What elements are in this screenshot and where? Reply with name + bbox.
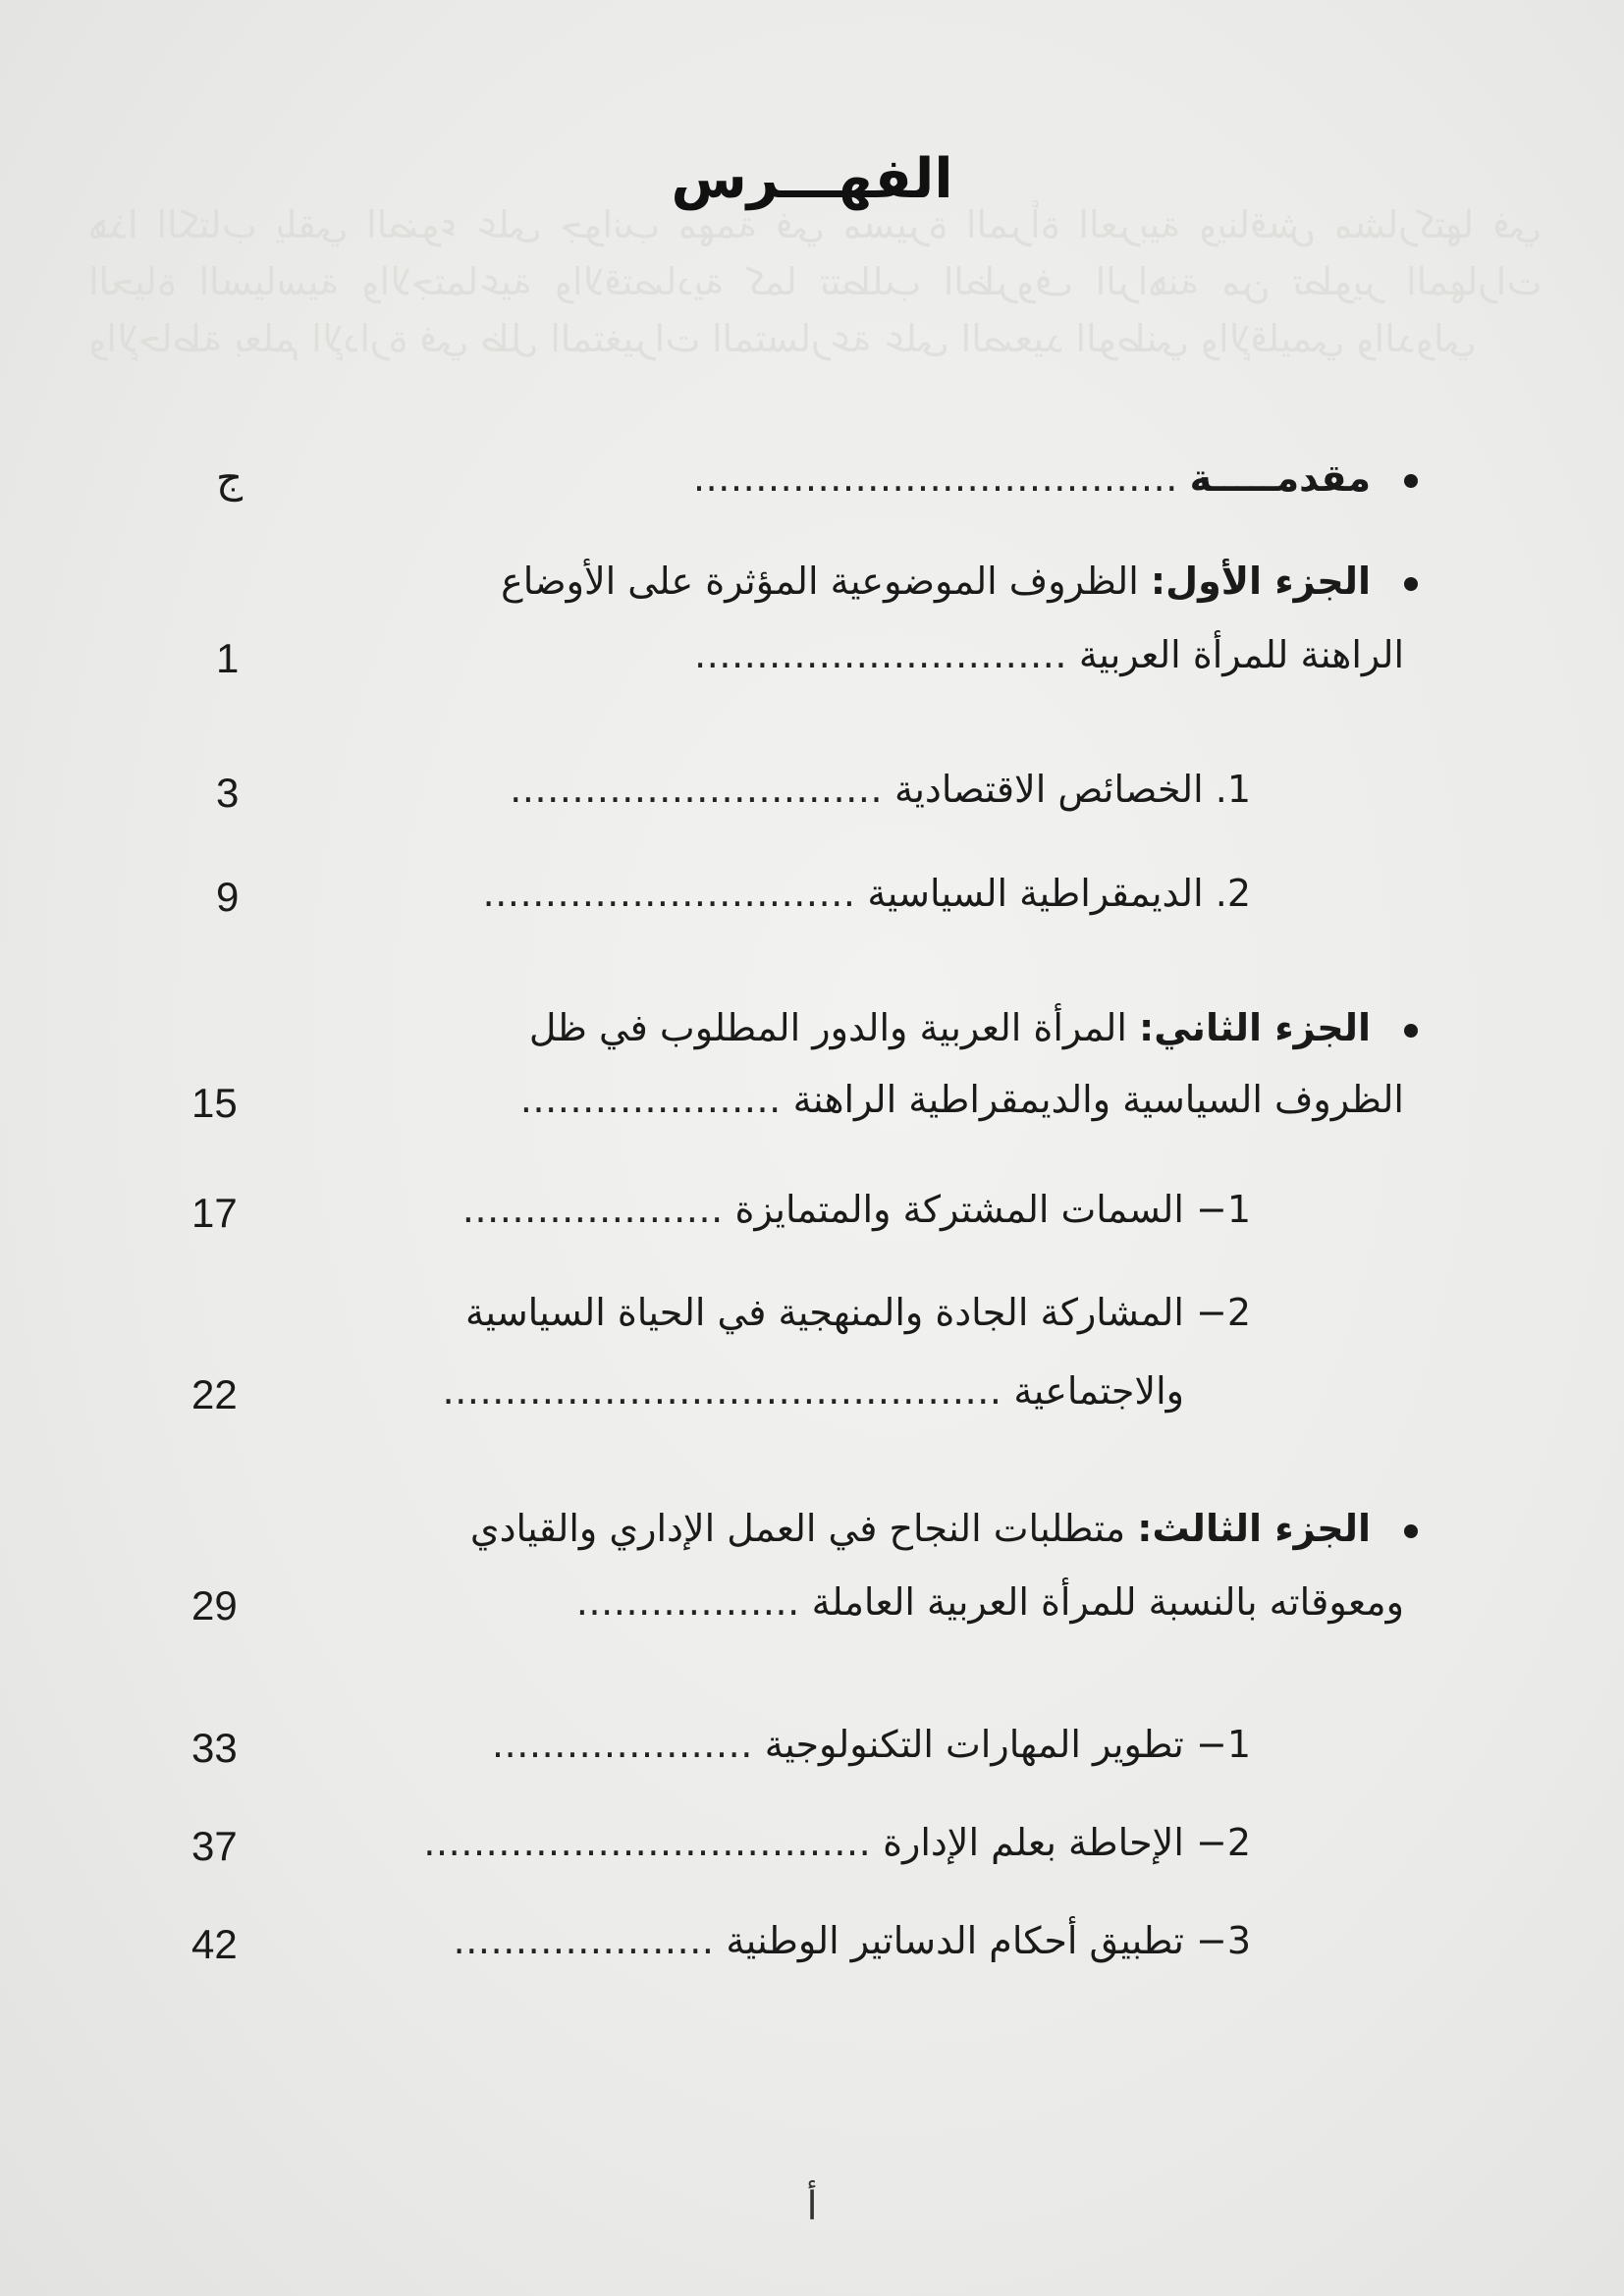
- toc-leader: …………………: [453, 1919, 715, 1962]
- toc-leader: ………………………………………: [442, 1369, 1002, 1413]
- toc-leader: …………………………: [482, 872, 856, 915]
- toc-page-number: ج: [216, 454, 244, 501]
- bullet-icon: [1404, 1524, 1418, 1538]
- toc-label: والاجتماعية: [1013, 1369, 1184, 1413]
- toc-leader: …………………: [491, 1723, 753, 1766]
- toc-entry-part3-cont[interactable]: [576, 1580, 1404, 1624]
- toc-leader: ………………: [575, 1580, 800, 1624]
- toc-entry-p2s1[interactable]: [461, 1188, 1251, 1231]
- toc-part-label: الجزء الثاني:: [1139, 1006, 1371, 1049]
- toc-entry-p1s2[interactable]: [482, 872, 1251, 915]
- toc-entry-part1[interactable]: [501, 560, 1418, 603]
- toc-label: متطلبات النجاح في العمل الإداري والقيادي: [469, 1507, 1138, 1550]
- toc-label: 2− الإحاطة بعلم الإدارة: [883, 1821, 1251, 1864]
- toc-page-number: 1: [216, 635, 240, 681]
- toc-label: 3− تطبيق أحكام الدساتير الوطنية: [726, 1919, 1251, 1962]
- toc-entry-p3s3[interactable]: [453, 1919, 1251, 1962]
- toc-part-label: الجزء الثالث:: [1137, 1507, 1371, 1550]
- page-footer-number: أ: [806, 2184, 818, 2229]
- toc-page-number: 17: [191, 1190, 238, 1236]
- toc-leader: …………………: [519, 1078, 782, 1121]
- bullet-icon: [1404, 1024, 1418, 1038]
- toc-label: مقدمـــــة: [1189, 456, 1371, 500]
- toc-label: 2− المشاركة الجادة والمنهجية في الحياة السياسية: [465, 1291, 1251, 1334]
- toc-label: المرأة العربية والدور المطلوب في ظل: [528, 1006, 1140, 1049]
- toc-leader: …………………………: [509, 768, 883, 811]
- toc-page-number: 33: [191, 1725, 238, 1771]
- toc-entry-intro[interactable]: [693, 456, 1418, 500]
- toc-entry-p3s2[interactable]: [423, 1821, 1251, 1864]
- toc-entry-part1-cont[interactable]: [694, 633, 1404, 676]
- toc-entry-part3[interactable]: [470, 1507, 1418, 1550]
- toc-label: الراهنة للمرأة العربية: [1078, 633, 1404, 676]
- bleed-through-texture: هذا الكتاب يلقي الضوء على جوانب مهمة في مسيرة المرأة العربية ويناقش مشاركتها في الحياة السياسية والاجتماعية والاقتصادية كما تتطلب الظروف الراهنة من تطوير المهارات والإحاطة بعلم الإدارة في ظل المتغيرات المتسارعة على الصعيد الوطني والإقليمي والدولي: [88, 203, 1542, 360]
- toc-entry-part2[interactable]: [529, 1006, 1418, 1049]
- toc-label: ومعوقاته بالنسبة للمرأة العربية العاملة: [811, 1580, 1404, 1624]
- toc-leader: …………………: [461, 1188, 724, 1231]
- toc-page-number: 3: [216, 770, 240, 816]
- toc-page-number: 15: [191, 1080, 238, 1126]
- toc-leader: ………………………………: [422, 1821, 871, 1864]
- toc-leader: …………………………: [693, 633, 1067, 676]
- toc-entry-part2-cont[interactable]: [520, 1078, 1404, 1121]
- toc-entry-p3s1[interactable]: [492, 1723, 1251, 1766]
- toc-label: الظروف السياسية والديمقراطية الراهنة: [792, 1078, 1404, 1121]
- toc-label: 2. الديمقراطية السياسية: [867, 872, 1251, 915]
- page-title: الفهـــرس: [671, 147, 953, 211]
- toc-entry-p2s2-cont[interactable]: [442, 1369, 1184, 1413]
- toc-entry-p1s1[interactable]: [510, 768, 1251, 811]
- toc-leader: …………………………………: [692, 456, 1178, 500]
- toc-page-number: 9: [216, 874, 240, 920]
- bullet-icon: [1404, 577, 1418, 591]
- toc-label: 1− تطوير المهارات التكنولوجية: [764, 1723, 1251, 1766]
- toc-label: 1. الخصائص الاقتصادية: [893, 768, 1251, 811]
- toc-page-number: 29: [191, 1582, 238, 1629]
- toc-page-number: 22: [191, 1371, 238, 1417]
- toc-page-number: 37: [191, 1823, 238, 1869]
- toc-label: الظروف الموضوعية المؤثرة على الأوضاع: [501, 560, 1151, 603]
- toc-label: 1− السمات المشتركة والمتمايزة: [734, 1188, 1251, 1231]
- toc-entry-p2s2[interactable]: [465, 1291, 1251, 1334]
- toc-part-label: الجزء الأول:: [1150, 560, 1371, 603]
- bullet-icon: [1404, 474, 1418, 488]
- toc-page-number: 42: [191, 1921, 238, 1967]
